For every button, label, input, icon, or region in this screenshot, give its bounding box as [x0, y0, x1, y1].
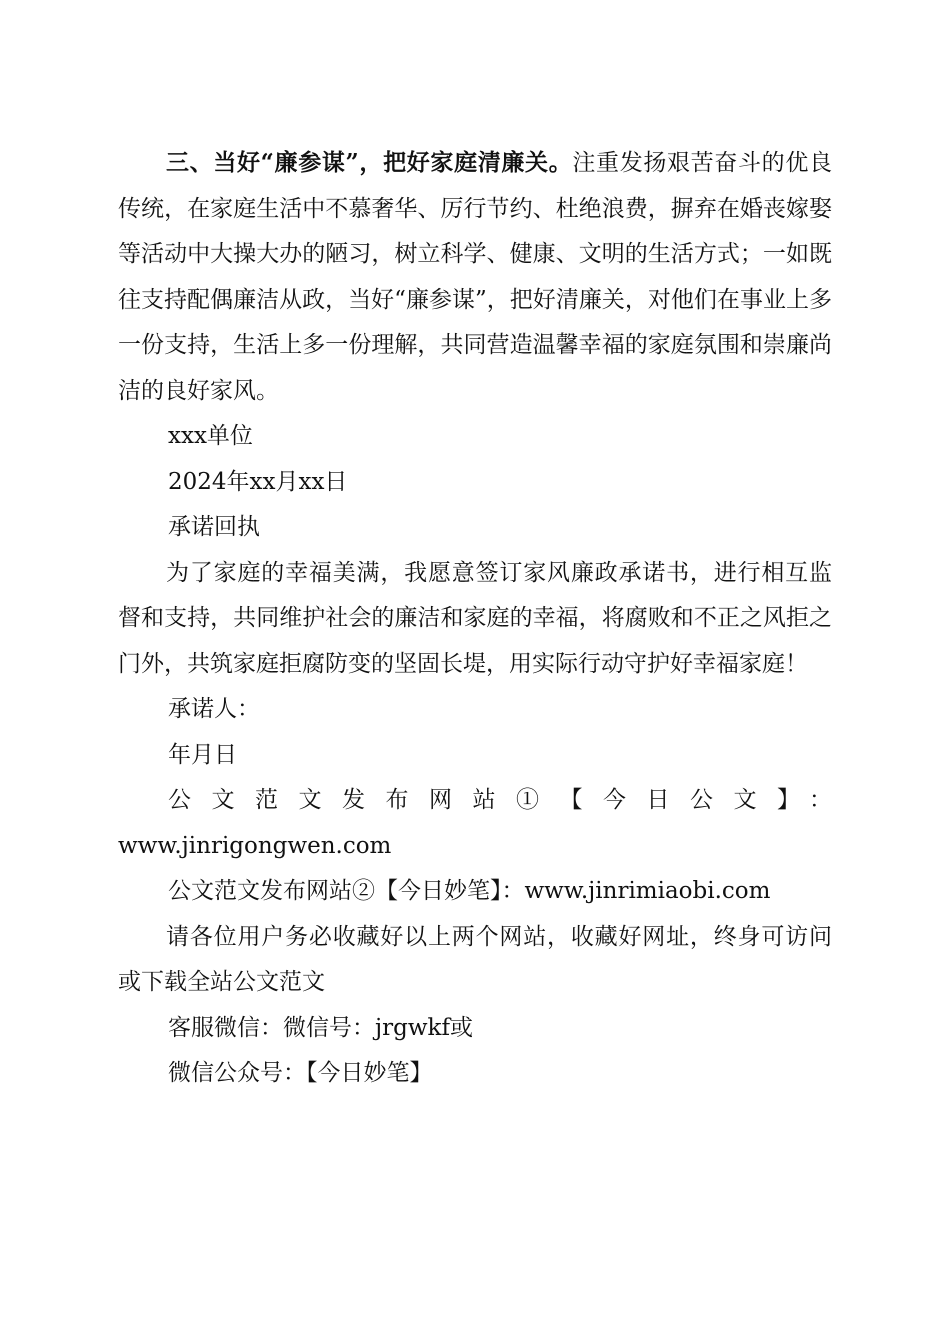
customer-service: 客服微信：微信号：jrgwkf或	[168, 1014, 473, 1041]
receipt-title: 承诺回执	[168, 514, 260, 540]
section-3-body: 注重发扬艰苦奋斗的优良传统，在家庭生活中不慕奢华、厉行节约、杜绝浪费，摒弃在婚丧嫁娶等活动中大操大办的陋习，树立科学、健康、文明的生活方式；一如既往支持配偶廉洁从政，当好“廉参谋”，把好清廉关，对他们在事业上多一份支持，生活上多一份理解，共同营造温馨幸福的家庭氛围和崇廉尚洁的良好家风。	[118, 150, 832, 404]
site-1-url: www.jinrigongwen.com	[118, 832, 392, 859]
receipt-body: 为了家庭的幸福美满，我愿意签订家风廉政承诺书，进行相互监督和支持，共同维护社会的廉洁和家庭的幸福，将腐败和不正之风拒之门外，共筑家庭拒腐防变的坚固长堤，用实际行动守护好幸福家庭！	[118, 559, 832, 677]
section-3-paragraph	[118, 140, 832, 414]
receipt-date: 年月日	[168, 741, 237, 768]
signature-unit: xxx单位	[168, 423, 253, 449]
document-page	[118, 140, 832, 1097]
signature-date: 2024年xx月xx日	[168, 468, 348, 495]
bookmark-notice: 请各位用户务必收藏好以上两个网站，收藏好网址，终身可访问或下载全站公文范文	[118, 923, 832, 995]
receipt-promiser: 承诺人：	[168, 696, 260, 722]
wechat-account: 微信公众号：【今日妙笔】	[168, 1060, 433, 1086]
site-2-line: 公文范文发布网站②【今日妙笔】：www.jinrimiaobi.com	[168, 878, 771, 904]
site-1-label: 公文范文发布网站①【今日公文】：	[168, 787, 832, 813]
section-3-heading: 三、当好“廉参谋”，把好家庭清廉关。	[166, 149, 573, 176]
